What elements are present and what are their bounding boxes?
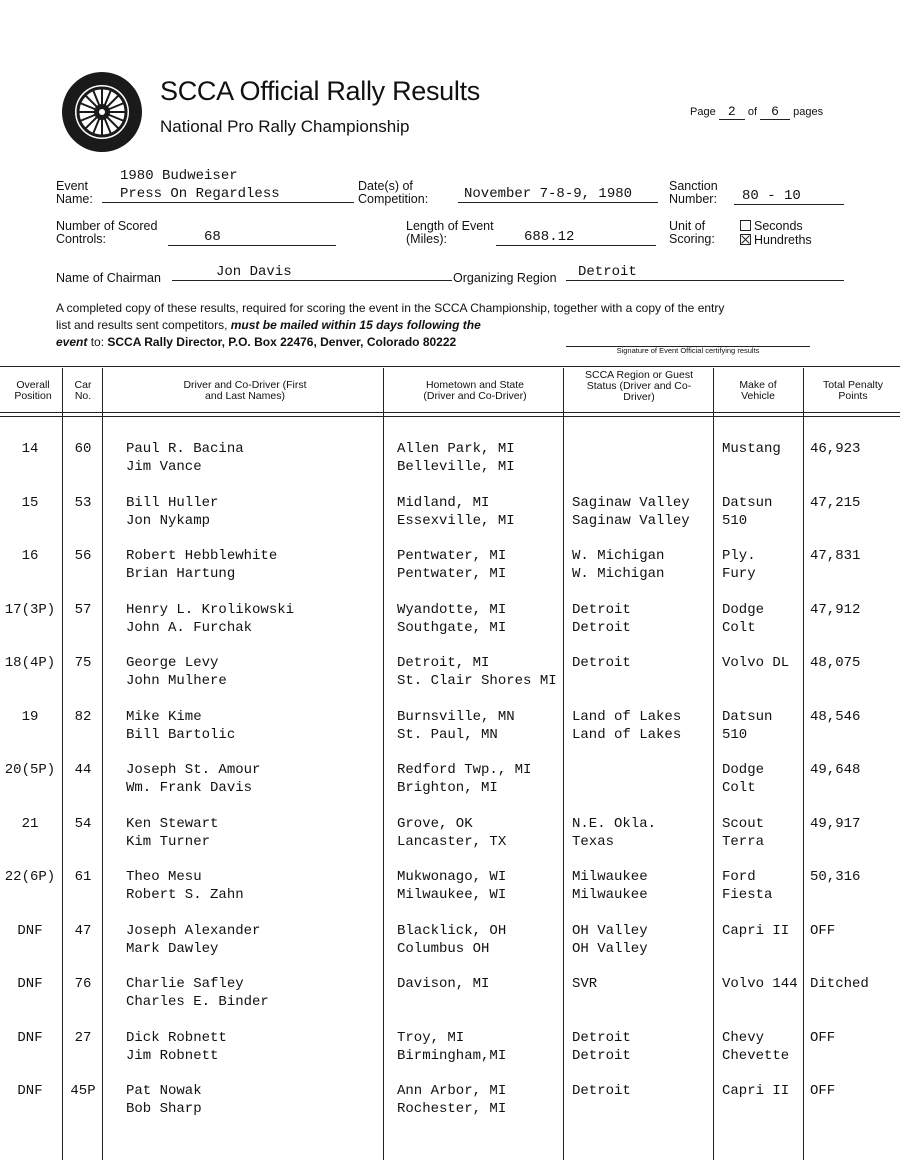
cell-hometown-driver: Ann Arbor, MI <box>397 1083 507 1099</box>
col-divider <box>383 368 384 1160</box>
col-header-position: Overall Position <box>14 379 52 402</box>
cell-position: 14 <box>21 441 39 457</box>
col-divider <box>713 368 714 1160</box>
cell-make: Volvo DL <box>722 655 790 671</box>
col-header-make: Make of Vehicle <box>739 379 777 402</box>
cell-make: Datsun <box>722 708 773 725</box>
dates-label: Date(s) of Competition: <box>358 179 429 206</box>
cell-position: 22(6P) <box>4 869 56 885</box>
cell-hometown-co-driver: Birmingham,MI <box>397 1047 507 1064</box>
cell-co-driver: Jon Nykamp <box>126 512 211 529</box>
cell-hometown-driver: Blacklick, OH <box>397 922 507 939</box>
cell-penalty-points: 47,831 <box>810 548 861 564</box>
cell-position: 19 <box>21 708 39 725</box>
cell-position: 18(4P) <box>4 655 56 671</box>
cell-region-driver: Detroit <box>572 655 631 671</box>
cell-penalty-points: OFF <box>810 922 836 939</box>
cell-make: Chevy <box>722 1029 765 1046</box>
cell-car-number: 54 <box>74 815 92 832</box>
cell-co-driver: John Mulhere <box>126 673 227 689</box>
cell-model: Fiesta <box>722 887 773 903</box>
chairman-value: Jon Davis <box>172 264 452 281</box>
length-value: 688.12 <box>496 229 656 246</box>
cell-penalty-points: 48,546 <box>810 708 861 725</box>
cell-region-co-driver: Detroit <box>572 619 631 636</box>
cell-hometown-driver: Allen Park, MI <box>397 441 515 457</box>
cell-hometown-co-driver: St. Paul, MN <box>397 726 498 743</box>
cell-model: 510 <box>722 726 748 743</box>
cell-model: Fury <box>722 566 756 582</box>
cell-region-driver: N.E. Okla. <box>572 815 657 832</box>
cell-region-co-driver: W. Michigan <box>572 566 665 582</box>
cell-region-driver: SVR <box>572 976 598 992</box>
unit-hundreths-option: Hundreths <box>740 234 812 247</box>
cell-driver: Joseph Alexander <box>126 922 261 939</box>
page-counter: Page 2 of 6 pages <box>690 104 824 119</box>
cell-driver: Theo Mesu <box>126 869 202 885</box>
signature-label: Signature of Event Official certifying results <box>616 346 760 355</box>
cell-co-driver: John A. Furchak <box>126 619 253 636</box>
cell-car-number: 82 <box>74 708 92 725</box>
col-header-region: SCCA Region or Guest Status (Driver and Co-Driver) <box>585 369 693 403</box>
cell-position: 15 <box>21 494 39 511</box>
seconds-checkbox[interactable] <box>740 220 751 231</box>
cell-position: DNF <box>17 1083 43 1099</box>
col-header-hometown: Hometown and State (Driver and Co-Driver) <box>423 379 527 402</box>
cell-region-driver: OH Valley <box>572 922 648 939</box>
cell-model: 510 <box>722 512 748 529</box>
cell-hometown-driver: Midland, MI <box>397 494 490 511</box>
cell-hometown-co-driver: Columbus OH <box>397 940 490 957</box>
cell-hometown-co-driver: Pentwater, MI <box>397 566 507 582</box>
cell-region-co-driver: Saginaw Valley <box>572 512 690 529</box>
cell-penalty-points: 46,923 <box>810 441 861 457</box>
controls-value: 68 <box>168 229 336 246</box>
cell-region-co-driver: Detroit <box>572 1047 631 1064</box>
cell-penalty-points: OFF <box>810 1029 836 1046</box>
total-pages: 6 <box>760 104 790 120</box>
cell-car-number: 27 <box>74 1029 92 1046</box>
cell-model: Colt <box>722 780 756 796</box>
cell-driver: Joseph St. Amour <box>126 762 261 778</box>
cell-region-driver: Detroit <box>572 1083 631 1099</box>
cell-make: Ford <box>722 869 756 885</box>
cell-penalty-points: 47,215 <box>810 494 861 511</box>
cell-co-driver: Wm. Frank Davis <box>126 780 253 796</box>
cell-make: Dodge <box>722 601 765 618</box>
cell-penalty-points: 47,912 <box>810 601 861 618</box>
cell-co-driver: Mark Dawley <box>126 940 219 957</box>
col-header-car: Car No. <box>74 379 92 402</box>
cell-position: 21 <box>21 815 39 832</box>
table-top-rule <box>0 366 900 367</box>
cell-driver: Robert Hebblewhite <box>126 548 278 564</box>
col-divider <box>62 368 63 1160</box>
cell-hometown-driver: Wyandotte, MI <box>397 601 507 618</box>
cell-co-driver: Robert S. Zahn <box>126 887 244 903</box>
cell-car-number: 60 <box>74 441 92 457</box>
sanction-value: 80 - 10 <box>734 188 844 205</box>
dates-value: November 7-8-9, 1980 <box>458 186 658 203</box>
cell-driver: Henry L. Krolikowski <box>126 601 295 618</box>
cell-position: DNF <box>17 976 43 992</box>
cell-region-co-driver: Land of Lakes <box>572 726 682 743</box>
length-label: Length of Event (Miles): <box>406 219 494 246</box>
cell-make: Scout <box>722 815 765 832</box>
cell-region-driver: W. Michigan <box>572 548 665 564</box>
controls-label: Number of Scored Controls: <box>56 219 158 246</box>
cell-penalty-points: 50,316 <box>810 869 861 885</box>
cell-region-driver: Detroit <box>572 601 631 618</box>
cell-hometown-driver: Mukwonago, WI <box>397 869 507 885</box>
cell-make: Dodge <box>722 762 765 778</box>
cell-penalty-points: OFF <box>810 1083 836 1099</box>
cell-hometown-driver: Davison, MI <box>397 976 490 992</box>
cell-hometown-co-driver: Lancaster, TX <box>397 833 507 850</box>
cell-region-driver: Detroit <box>572 1029 631 1046</box>
region-label: Organizing Region <box>453 271 557 285</box>
cell-driver: Charlie Safley <box>126 976 244 992</box>
notice-text: A completed copy of these results, required for scoring the event in the SCCA Championship, together with a copy of the entry list and results sent competitors, must be mailed within 15 days following the event to: SCCA Rally Director, P.O. Box 22476, Denver, Colorado 80222 <box>56 301 725 349</box>
cell-car-number: 61 <box>74 869 92 885</box>
cell-position: 20(5P) <box>4 762 56 778</box>
cell-driver: Paul R. Bacina <box>126 441 244 457</box>
cell-make: Ply. <box>722 548 756 564</box>
cell-position: 17(3P) <box>4 601 56 618</box>
event-name-line2: Press On Regardless <box>102 186 354 203</box>
cell-driver: Pat Nowak <box>126 1083 202 1099</box>
cell-hometown-driver: Detroit, MI <box>397 655 490 671</box>
table-header-rule <box>0 412 900 413</box>
cell-car-number: 76 <box>74 976 92 992</box>
cell-co-driver: Jim Robnett <box>126 1047 219 1064</box>
cell-driver: Bill Huller <box>126 494 219 511</box>
cell-hometown-co-driver: Milwaukee, WI <box>397 887 507 903</box>
cell-make: Mustang <box>722 441 781 457</box>
region-value: Detroit <box>566 264 844 281</box>
cell-hometown-co-driver: St. Clair Shores MI <box>397 673 557 689</box>
cell-position: 16 <box>21 548 39 564</box>
cell-penalty-points: 48,075 <box>810 655 861 671</box>
cell-region-driver: Saginaw Valley <box>572 494 690 511</box>
cell-region-co-driver: Texas <box>572 833 615 850</box>
table-header-rule-2 <box>0 416 900 417</box>
cell-car-number: 53 <box>74 494 92 511</box>
cell-hometown-co-driver: Brighton, MI <box>397 780 498 796</box>
cell-co-driver: Charles E. Binder <box>126 994 269 1010</box>
cell-hometown-co-driver: Rochester, MI <box>397 1101 507 1117</box>
cell-position: DNF <box>17 1029 43 1046</box>
cell-car-number: 47 <box>74 922 92 939</box>
cell-make: Volvo 144 <box>722 976 798 992</box>
cell-hometown-co-driver: Essexville, MI <box>397 512 515 529</box>
cell-driver: George Levy <box>126 655 219 671</box>
cell-penalty-points: 49,648 <box>810 762 861 778</box>
page-subtitle: National Pro Rally Championship <box>160 117 410 136</box>
cell-car-number: 56 <box>74 548 92 564</box>
cell-hometown-co-driver: Belleville, MI <box>397 459 515 475</box>
cell-position: DNF <box>17 922 43 939</box>
chairman-label: Name of Chairman <box>56 271 161 285</box>
cell-make: Capri II <box>722 922 790 939</box>
cell-hometown-driver: Redford Twp., MI <box>397 762 532 778</box>
col-divider <box>803 368 804 1160</box>
cell-make: Capri II <box>722 1083 790 1099</box>
scca-logo <box>58 68 148 158</box>
cell-driver: Dick Robnett <box>126 1029 227 1046</box>
cell-model: Colt <box>722 619 756 636</box>
unit-seconds-option: Seconds <box>740 220 803 233</box>
cell-car-number: 75 <box>74 655 92 671</box>
cell-co-driver: Bill Bartolic <box>126 726 236 743</box>
cell-car-number: 45P <box>70 1083 96 1099</box>
cell-car-number: 57 <box>74 601 92 618</box>
cell-model: Chevette <box>722 1047 790 1064</box>
hundreths-checkbox[interactable] <box>740 234 751 245</box>
cell-hometown-driver: Grove, OK <box>397 815 473 832</box>
cell-make: Datsun <box>722 494 773 511</box>
col-divider <box>102 368 103 1160</box>
col-header-points: Total Penalty Points <box>822 379 884 402</box>
page-number: 2 <box>719 104 745 120</box>
col-divider <box>563 368 564 1160</box>
sanction-label: Sanction Number: <box>669 179 718 206</box>
cell-co-driver: Bob Sharp <box>126 1101 202 1117</box>
page-title: SCCA Official Rally Results <box>160 76 481 106</box>
cell-region-co-driver: Milwaukee <box>572 887 648 903</box>
cell-driver: Ken Stewart <box>126 815 219 832</box>
cell-driver: Mike Kime <box>126 708 202 725</box>
cell-hometown-driver: Burnsville, MN <box>397 708 515 725</box>
event-name-line1: 1980 Budweiser <box>120 168 238 184</box>
cell-hometown-co-driver: Southgate, MI <box>397 619 507 636</box>
unit-label: Unit of Scoring: <box>669 219 715 246</box>
event-name-label: Event Name: <box>56 179 93 206</box>
cell-penalty-points: Ditched <box>810 976 869 992</box>
cell-co-driver: Brian Hartung <box>126 566 236 582</box>
cell-car-number: 44 <box>74 762 92 778</box>
cell-region-driver: Milwaukee <box>572 869 648 885</box>
cell-co-driver: Jim Vance <box>126 459 202 475</box>
cell-region-driver: Land of Lakes <box>572 708 682 725</box>
cell-co-driver: Kim Turner <box>126 833 211 850</box>
cell-model: Terra <box>722 833 765 850</box>
col-header-driver: Driver and Co-Driver (First and Last Names) <box>183 379 307 402</box>
cell-hometown-driver: Troy, MI <box>397 1029 465 1046</box>
cell-hometown-driver: Pentwater, MI <box>397 548 507 564</box>
cell-penalty-points: 49,917 <box>810 815 861 832</box>
cell-region-co-driver: OH Valley <box>572 940 648 957</box>
